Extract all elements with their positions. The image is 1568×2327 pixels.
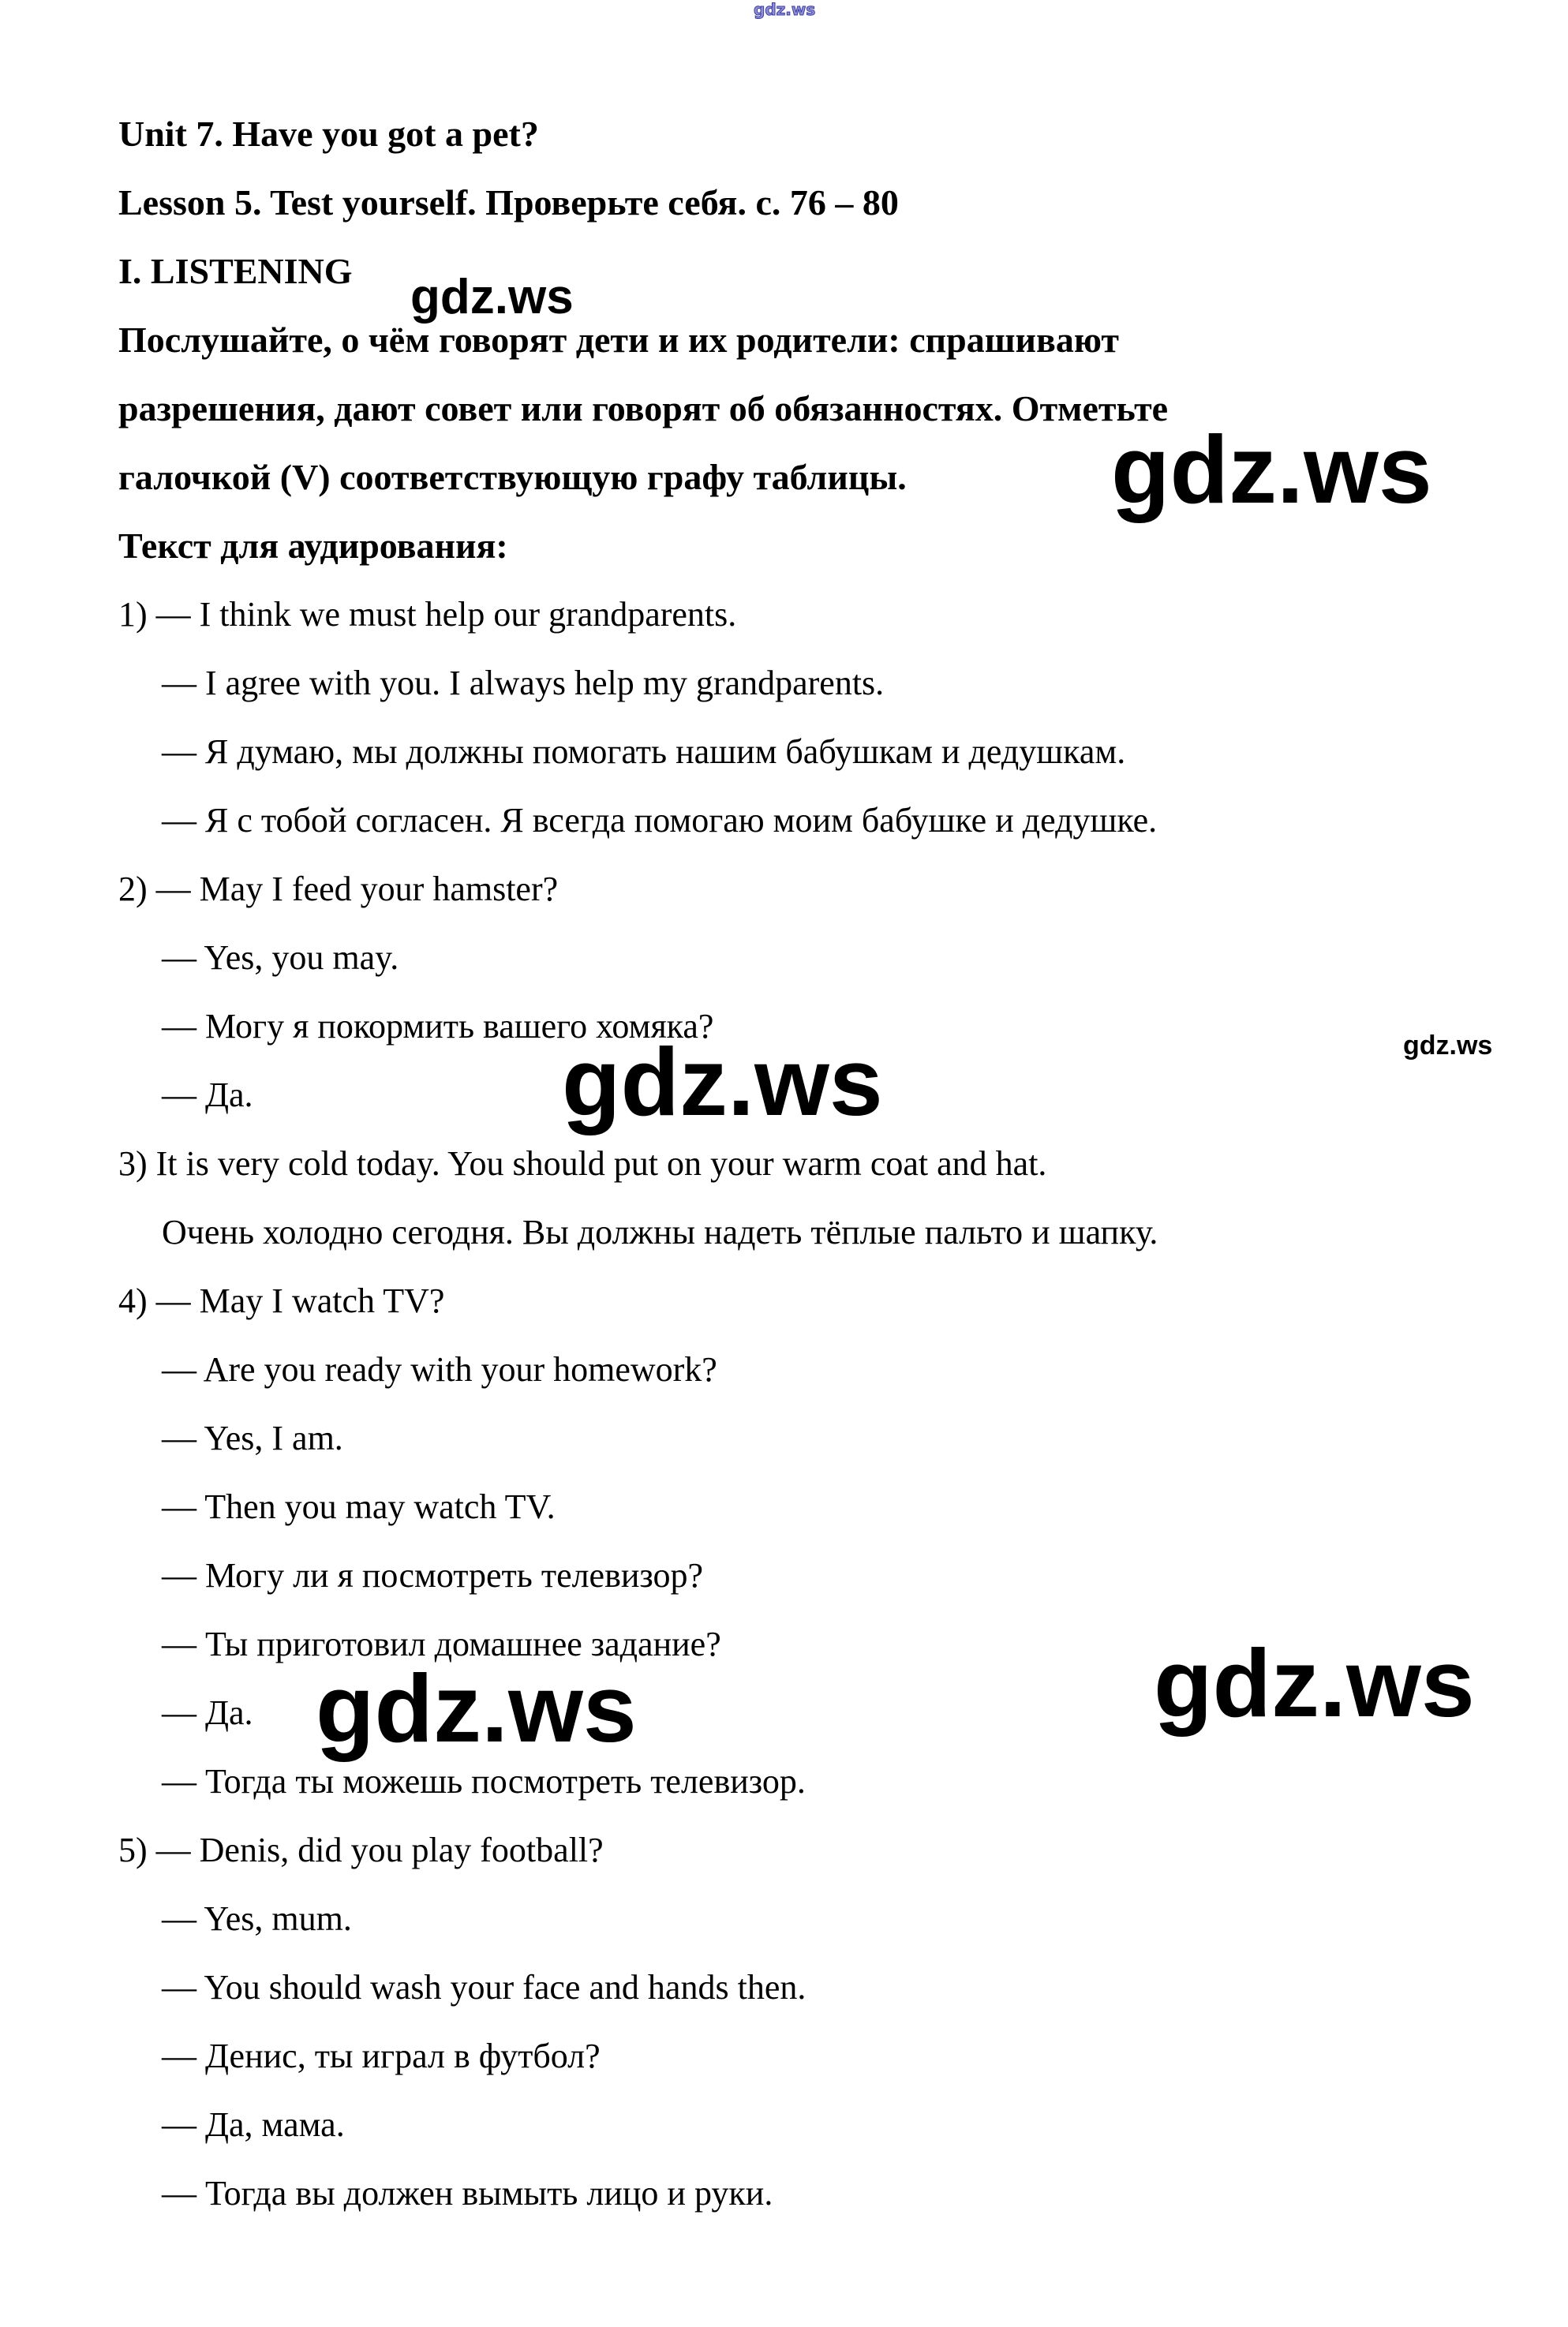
- dialog-line: 2) — May I feed your hamster?: [118, 870, 559, 908]
- document-text: [0, 99, 1568, 2228]
- audio-text-label: Текст для аудирования:: [118, 526, 508, 566]
- dialog-line: — Могу я покормить вашего хомяка?: [162, 1007, 714, 1046]
- dialog-line: — You should wash your face and hands then.: [162, 1968, 806, 2007]
- task-instruction-line-2: разрешения, дают совет или говорят об обязанностях. Отметьте: [118, 388, 1169, 428]
- gdzws-watermark-after-listening: gdz.ws: [410, 270, 574, 324]
- dialog-line: — Да.: [162, 1076, 253, 1114]
- dialog-line: — Тогда вы должен вымыть лицо и руки.: [162, 2174, 773, 2213]
- lesson-title: Lesson 5. Test yourself. Проверьте себя. с. 76 – 80: [118, 182, 899, 223]
- dialog-line: — Yes, I am.: [162, 1419, 343, 1457]
- gdzws-watermark-right-small: gdz.ws: [1403, 1031, 1493, 1061]
- dialog-line: Очень холодно сегодня. Вы должны надеть тёплые пальто и шапку.: [162, 1213, 1158, 1251]
- dialog-line: — Are you ready with your homework?: [162, 1350, 717, 1389]
- gdzws-watermark-right-large-2: gdz.ws: [1154, 1629, 1475, 1737]
- dialog-line: — Могу ли я посмотреть телевизор?: [162, 1556, 704, 1595]
- gdzws-watermark-top: gdz.ws: [754, 0, 816, 19]
- dialog-line: 4) — May I watch TV?: [118, 1281, 445, 1320]
- dialog-line: — I agree with you. I always help my grandparents.: [162, 664, 885, 702]
- dialog-line: — Тогда ты можешь посмотреть телевизор.: [162, 1762, 806, 1801]
- dialog-line: — Я думаю, мы должны помогать нашим бабушкам и дедушкам.: [162, 732, 1126, 771]
- dialog-line: — Then you may watch TV.: [162, 1487, 556, 1526]
- dialog-line: 1) — I think we must help our grandparents.: [118, 595, 737, 634]
- unit-title: Unit 7. Have you got a pet?: [118, 114, 539, 154]
- dialog-line: 3) It is very cold today. You should put on your warm coat and hat.: [118, 1144, 1047, 1183]
- dialog-line: — Ты приготовил домашнее задание?: [162, 1625, 721, 1663]
- task-instruction-line-3: галочкой (V) соответствующую графу таблицы.: [118, 457, 907, 497]
- dialog-line: — Да.: [162, 1693, 253, 1732]
- gdzws-watermark-left-large: gdz.ws: [316, 1655, 637, 1762]
- gdzws-watermark-right-large-1: gdz.ws: [1111, 416, 1432, 523]
- dialog-line: — Yes, you may.: [162, 938, 399, 977]
- dialog-line: — Да, мама.: [162, 2105, 345, 2144]
- task-instruction-line-1: Послушайте, о чём говорят дети и их родители: спрашивают: [118, 320, 1120, 360]
- dialog-line: — Я с тобой согласен. Я всегда помогаю моим бабушке и дедушке.: [162, 801, 1158, 840]
- dialog-line: — Yes, mum.: [162, 1899, 352, 1938]
- section-heading-listening: I. LISTENING: [118, 251, 353, 291]
- dialog-line: — Денис, ты играл в футбол?: [162, 2037, 601, 2075]
- dialog-line: 5) — Denis, did you play football?: [118, 1831, 604, 1869]
- gdzws-watermark-center-large: gdz.ws: [562, 1028, 883, 1135]
